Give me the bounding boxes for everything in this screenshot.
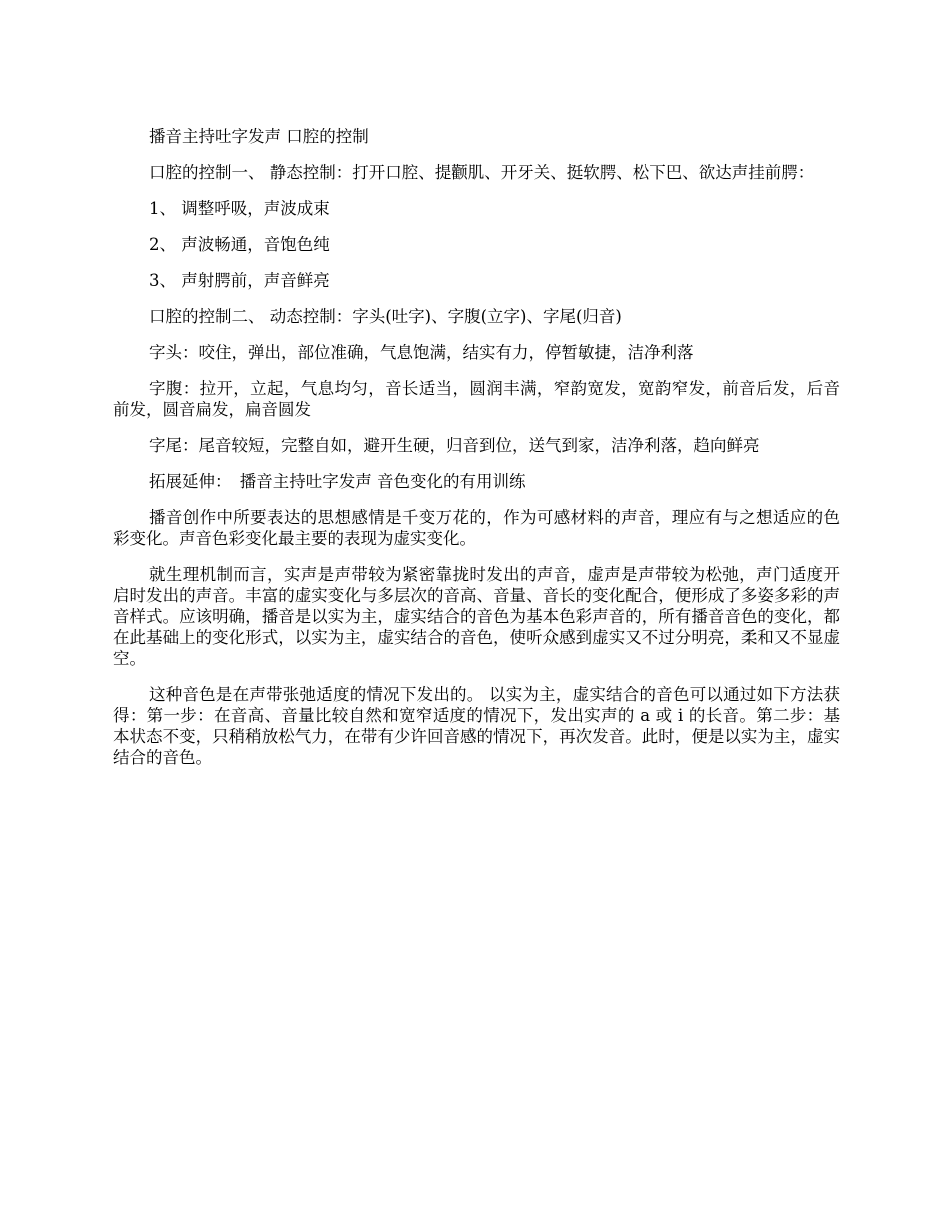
paragraph-zifu: 字腹：拉开，立起，气息均匀，音长适当，圆润丰满，窄韵宽发，宽韵窄发，前音后发，后音前发，圆音扁发，扁音圆发 [113,379,840,419]
paragraph-physiology: 就生理机制而言，实声是声带较为紧密靠拢时发出的声音，虚声是声带较为松弛，声门适度开启时发出的声音。丰富的虚实变化与多层次的音高、音量、音长的变化配合，便形成了多姿多彩的声音样式。应该明确，播音是以实为主，虚实结合的音色为基本色彩声音的，所有播音音色的变化，都在此基础上的变化形式，以实为主，虚实结合的音色，使听众感到虚实又不过分明亮，柔和又不显虚空。 [113,565,840,668]
extension-heading: 拓展延伸： 播音主持吐字发声 音色变化的有用训练 [149,472,526,491]
paragraph-ziwei: 字尾：尾音较短，完整自如，避开生硬，归音到位，送气到家，洁净利落，趋向鲜亮 [149,436,760,455]
document-page [113,126,840,783]
document-title: 播音主持吐字发声 口腔的控制 [149,127,369,146]
list-item-2: 2、 声波畅通，音饱色纯 [149,235,330,254]
paragraph-color-change: 播音创作中所要表达的思想感情是千变万花的，作为可感材料的声音，理应有与之想适应的色彩变化。声音色彩变化最主要的表现为虚实变化。 [113,508,840,548]
paragraph-method: 这种音色是在声带张弛适度的情况下发出的。 以实为主，虚实结合的音色可以通过如下方法获得：第一步：在音高、音量比较自然和宽窄适度的情况下，发出实声的 a 或 i 的长音。第二步：基本状态不变，只稍稍放松气力，在带有少许回音感的情况下，再次发音。此时，便是以实为主，虚实结合的音色。 [113,685,840,767]
paragraph-dynamic-control: 口腔的控制二、 动态控制：字头(吐字)、字腹(立字)、字尾(归音) [149,307,622,326]
list-item-3: 3、 声射腭前，声音鲜亮 [149,271,330,290]
paragraph-static-control: 口腔的控制一、 静态控制：打开口腔、提颧肌、开牙关、挺软腭、松下巴、欲达声挂前腭： [149,163,815,182]
list-item-1: 1、 调整呼吸，声波成束 [149,199,330,218]
paragraph-zitou: 字头：咬住，弹出，部位准确，气息饱满，结实有力，停暂敏捷，洁净利落 [149,343,694,362]
